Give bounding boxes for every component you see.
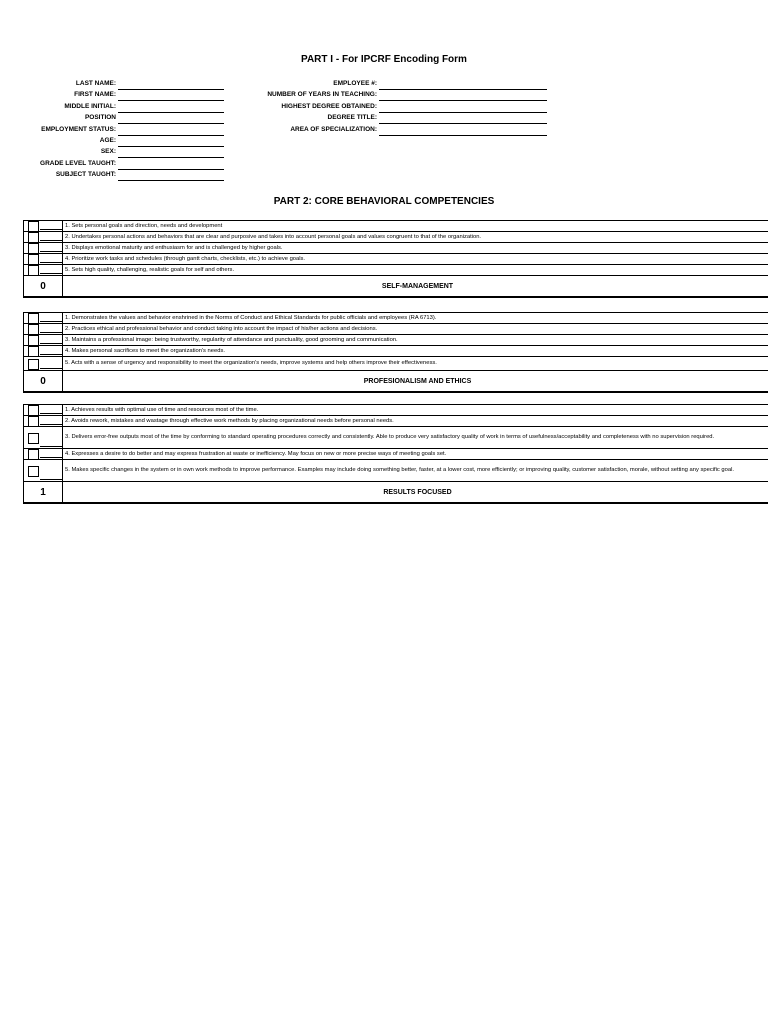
info-field-label: POSITION [84, 114, 116, 122]
info-field-input-line[interactable] [379, 89, 547, 90]
checkbox-underline [40, 262, 62, 263]
info-field-input-line[interactable] [379, 123, 547, 124]
section-name: RESULTS FOCUSED [63, 482, 768, 504]
checkbox-underline [40, 229, 62, 230]
section-results-focused [23, 404, 768, 504]
info-field-label: HIGHEST DEGREE OBTAINED: [281, 102, 377, 110]
competency-row [24, 221, 768, 232]
info-field-input-line[interactable] [379, 135, 547, 136]
competency-text: 3. Delivers error-free outputs most of the time by conforming to standard operating procedures correctly and consistently. Able to produce very satisfactory quality of work in terms of usefulness/acceptability and completeness with no supervision required. [63, 427, 768, 449]
section-name: PROFESIONALISM AND ETHICS [63, 371, 768, 393]
competency-checkbox[interactable] [28, 466, 39, 477]
competency-text: 3. Displays emotional maturity and enthusiasm for and is challenged by higher goals. [63, 243, 768, 254]
info-field-input-line[interactable] [118, 135, 224, 136]
info-field-label: SUBJECT TAUGHT: [55, 171, 116, 179]
checkbox-cell [24, 324, 63, 335]
competency-text: 5. Makes specific changes in the system or in own work methods to improve performance. Examples may include doing something better, faster, at a lower cost, more efficiently; or improving quality, customer satisfaction, morale, without setting any specific goal. [63, 460, 768, 482]
checkbox-cell [24, 346, 63, 357]
info-field-input-line[interactable] [118, 180, 224, 181]
checkbox-cell [24, 265, 63, 276]
checkbox-underline [40, 251, 62, 252]
competency-checkbox[interactable] [28, 335, 39, 346]
info-field-input-line[interactable] [118, 123, 224, 124]
section-footer [24, 371, 768, 393]
section-self-management [23, 220, 768, 298]
checkbox-cell [24, 243, 63, 254]
competency-checkbox[interactable] [28, 346, 39, 357]
info-field-input-line[interactable] [118, 146, 224, 147]
checkbox-cell [24, 449, 63, 460]
checkbox-cell [24, 460, 63, 482]
section-professionalism [23, 312, 768, 393]
page-title: PART I - For IPCRF Encoding Form [301, 54, 467, 65]
competency-row [24, 427, 768, 449]
info-field-label: EMPLOYMENT STATUS: [41, 125, 116, 133]
info-field-label: EMPLOYEE #: [333, 80, 377, 87]
info-field-input-line[interactable] [118, 157, 224, 158]
competency-row [24, 357, 768, 371]
info-field-input-line[interactable] [379, 112, 547, 113]
competency-checkbox[interactable] [28, 313, 39, 324]
checkbox-cell [24, 416, 63, 427]
section-score: 1 [24, 482, 63, 504]
info-field-input-line[interactable] [379, 100, 547, 101]
competency-checkbox[interactable] [28, 324, 39, 335]
info-field-input-line[interactable] [118, 89, 224, 90]
competency-row [24, 324, 768, 335]
competency-row [24, 449, 768, 460]
checkbox-underline [40, 273, 62, 274]
checkbox-underline [40, 321, 62, 322]
competency-text: 5. Sets high quality, challenging, realistic goals for self and others. [63, 265, 768, 276]
competency-checkbox[interactable] [28, 232, 39, 243]
checkbox-underline [40, 413, 62, 414]
competency-text: 2. Undertakes personal actions and behaviors that are clear and purposive and takes into account personal goals and values congruent to that of the organization. [63, 232, 768, 243]
checkbox-underline [40, 479, 62, 480]
competency-text: 5. Acts with a sense of urgency and responsibility to meet the organization's needs, improve systems and help others improve their effectiveness. [63, 357, 768, 371]
section-footer [24, 482, 768, 504]
competency-row [24, 243, 768, 254]
competency-checkbox[interactable] [28, 221, 39, 232]
competency-text: 1. Achieves results with optimal use of time and resources most of the time. [63, 405, 768, 416]
competency-checkbox[interactable] [28, 265, 39, 276]
info-field-label: LAST NAME: [75, 80, 116, 87]
checkbox-cell [24, 254, 63, 265]
checkbox-cell [24, 405, 63, 416]
checkbox-underline [40, 424, 62, 425]
competency-checkbox[interactable] [28, 243, 39, 254]
section-footer [24, 276, 768, 298]
competency-checkbox[interactable] [28, 416, 39, 427]
checkbox-underline [40, 240, 62, 241]
checkbox-cell [24, 427, 63, 449]
info-field-input-line[interactable] [118, 169, 224, 170]
competency-row [24, 232, 768, 243]
competency-text: 2. Practices ethical and professional behavior and conduct taking into account the impact of his/her actions and decisions. [63, 324, 768, 335]
competency-checkbox[interactable] [28, 359, 39, 370]
section-name: SELF-MANAGEMENT [63, 276, 768, 298]
competency-checkbox[interactable] [28, 254, 39, 265]
info-field-label: MIDDLE INITIAL: [64, 102, 116, 110]
competency-row [24, 254, 768, 265]
checkbox-underline [40, 446, 62, 447]
checkbox-underline [40, 354, 62, 355]
part2-title: PART 2: CORE BEHAVIORAL COMPETENCIES [273, 196, 495, 207]
checkbox-underline [40, 343, 62, 344]
checkbox-cell [24, 335, 63, 346]
info-field-label: FIRST NAME: [74, 91, 116, 99]
competency-text: 4. Expresses a desire to do better and may express frustration at waste or inefficiency. May focus on new or more precise ways of meeting goals set. [63, 449, 768, 460]
checkbox-underline [40, 332, 62, 333]
competency-checkbox[interactable] [28, 405, 39, 416]
competency-row [24, 346, 768, 357]
info-field-label: NUMBER OF YEARS IN TEACHING: [267, 91, 377, 99]
section-score: 0 [24, 371, 63, 393]
info-field-input-line[interactable] [118, 100, 224, 101]
competency-text: 1. Demonstrates the values and behavior enshrined in the Norms of Conduct and Ethical Standards for public officials and employees (RA 6713). [63, 313, 768, 324]
competency-row [24, 265, 768, 276]
info-field-label: SEX: [100, 148, 116, 156]
info-field-label: DEGREE TITLE: [327, 114, 377, 122]
checkbox-cell [24, 313, 63, 324]
competency-row [24, 335, 768, 346]
checkbox-cell [24, 357, 63, 371]
checkbox-cell [24, 232, 63, 243]
info-field-input-line[interactable] [118, 112, 224, 113]
competency-checkbox[interactable] [28, 433, 39, 444]
info-field-label: AGE: [99, 137, 116, 144]
competency-row [24, 460, 768, 482]
competency-row [24, 416, 768, 427]
competency-text: 1. Sets personal goals and direction, needs and development [63, 221, 768, 232]
competency-text: 4. Makes personal sacrifices to meet the organization's needs. [63, 346, 768, 357]
checkbox-cell [24, 221, 63, 232]
info-field-label: GRADE LEVEL TAUGHT: [40, 159, 116, 167]
competency-text: 2. Avoids rework, mistakes and wastage through effective work methods by placing organizational needs before personal needs. [63, 416, 768, 427]
competency-checkbox[interactable] [28, 449, 39, 460]
checkbox-underline [40, 368, 62, 369]
competency-text: 3. Maintains a professional image: being trustworthy, regularity of attendance and punctuality, good grooming and communication. [63, 335, 768, 346]
competency-row [24, 405, 768, 416]
info-field-label: AREA OF SPECIALIZATION: [290, 125, 377, 133]
competency-row [24, 313, 768, 324]
checkbox-underline [40, 457, 62, 458]
section-score: 0 [24, 276, 63, 298]
competency-text: 4. Prioritize work tasks and schedules (through gantt charts, checklists, etc.) to achieve goals. [63, 254, 768, 265]
